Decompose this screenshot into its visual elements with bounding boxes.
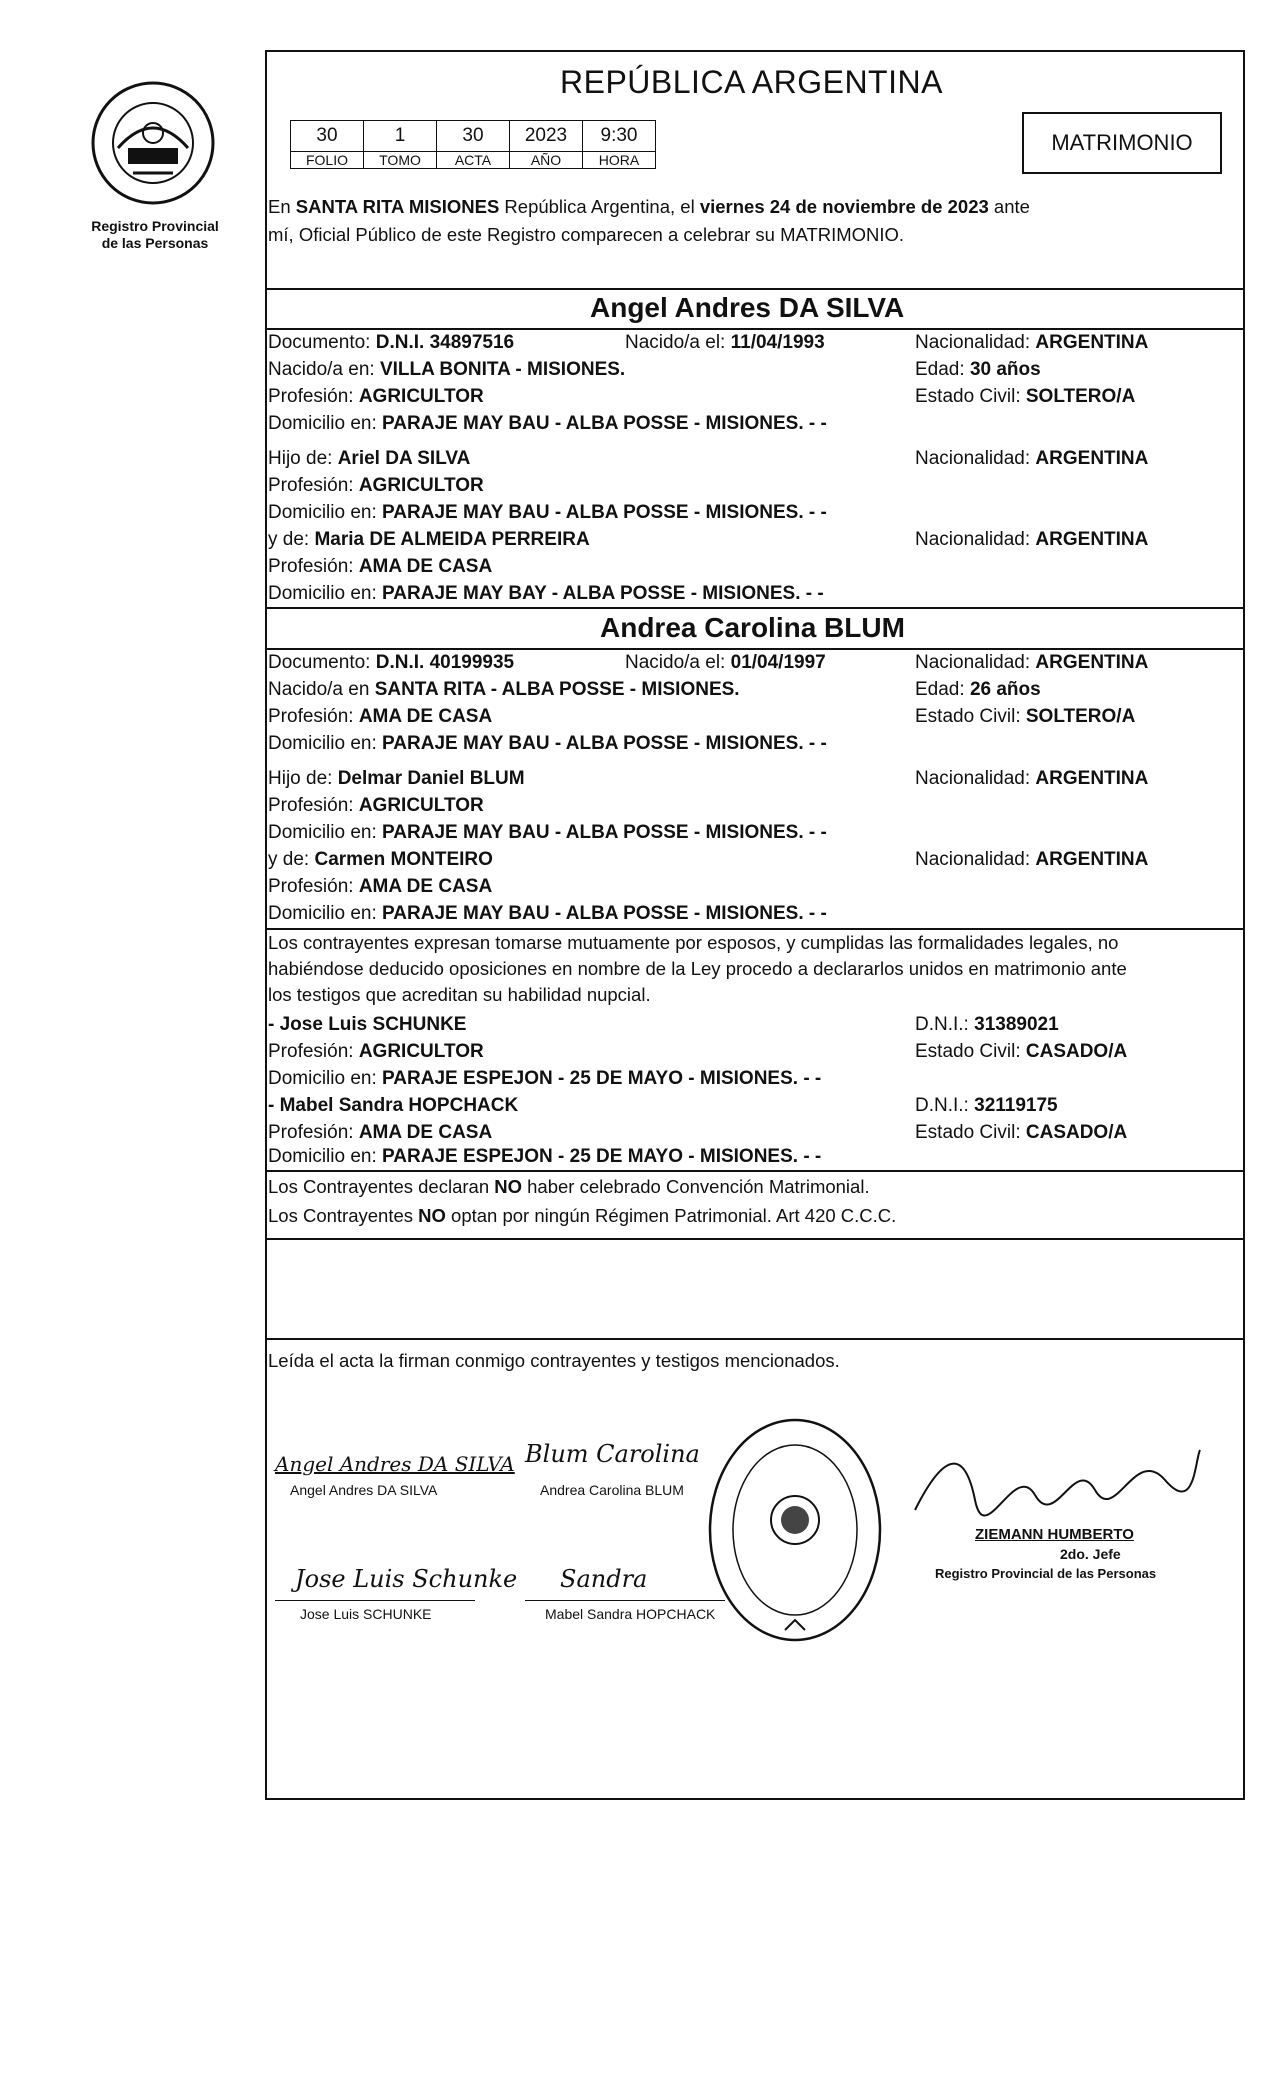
act-type-box: MATRIMONIO xyxy=(1022,112,1222,174)
divider xyxy=(265,288,1245,290)
signature-witness2-label: Mabel Sandra HOPCHACK xyxy=(545,1606,716,1622)
divider xyxy=(265,1338,1245,1340)
spouse2-name: Andrea Carolina BLUM xyxy=(600,612,905,643)
spouse1-father-prof: Profesión: AGRICULTOR xyxy=(268,475,484,496)
official-title: 2do. Jefe xyxy=(1060,1546,1121,1562)
conventions-line-1: Los Contrayentes declaran NO haber celebrado Convención Matrimonial. xyxy=(268,1176,870,1197)
official-org: Registro Provincial de las Personas xyxy=(935,1566,1157,1581)
witness1-name: - Jose Luis SCHUNKE xyxy=(268,1014,467,1035)
intro-line-2: mí, Oficial Público de este Registro comparecen a celebrar su MATRIMONIO. xyxy=(268,224,905,245)
logo-caption: Registro Provincial de las Personas xyxy=(91,218,219,251)
closing-statement: Leída el acta la firman conmigo contrayentes y testigos mencionados. xyxy=(268,1350,840,1371)
intro-line-1: En SANTA RITA MISIONES República Argentina, el viernes 24 de noviembre de 2023 ante xyxy=(268,196,1030,217)
spouse2-mother-nat: Nacionalidad: ARGENTINA xyxy=(915,849,1149,870)
acta-value: 30 xyxy=(437,121,510,152)
spouse2-father-prof: Profesión: AGRICULTOR xyxy=(268,795,484,816)
signature-spouse1: Angel Andres DA SILVA xyxy=(275,1452,515,1476)
spouse1-mother: y de: Maria DE ALMEIDA PERREIRA xyxy=(268,529,590,550)
signature-spouse1-label: Angel Andres DA SILVA xyxy=(290,1482,438,1498)
year-label: AÑO xyxy=(510,152,583,169)
spouse2-prof: Profesión: AMA DE CASA xyxy=(268,706,493,727)
signature-witness2: Sandra xyxy=(560,1565,648,1593)
witness2-dni: D.N.I.: 32119175 xyxy=(915,1095,1058,1116)
spouse1-dom: Domicilio en: PARAJE MAY BAU - ALBA POSSE - MISIONES. - - xyxy=(268,413,827,434)
witness2-civil: Estado Civil: CASADO/A xyxy=(915,1122,1128,1143)
spouse2-father-nat: Nacionalidad: ARGENTINA xyxy=(915,768,1149,789)
folio-label: FOLIO xyxy=(291,152,364,169)
hour-value: 9:30 xyxy=(583,121,656,152)
spouse1-father-dom: Domicilio en: PARAJE MAY BAU - ALBA POSSE - MISIONES. - - xyxy=(268,502,827,523)
tomo-value: 1 xyxy=(364,121,437,152)
witness2-dom: Domicilio en: PARAJE ESPEJON - 25 DE MAYO - MISIONES. - - xyxy=(268,1146,822,1167)
spouse1-birthplace: Nacido/a en: VILLA BONITA - MISIONES. xyxy=(268,359,626,380)
spouse1-age: Edad: 30 años xyxy=(915,359,1041,380)
witness2-prof: Profesión: AMA DE CASA xyxy=(268,1122,493,1143)
signature-line xyxy=(525,1600,725,1601)
witness1-dni: D.N.I.: 31389021 xyxy=(915,1014,1059,1035)
spouse2-doc: Documento: D.N.I. 40199935 xyxy=(268,652,515,673)
registry-stamp xyxy=(705,1415,885,1645)
spouse2-father: Hijo de: Delmar Daniel BLUM xyxy=(268,768,525,789)
acta-label: ACTA xyxy=(437,152,510,169)
witness1-prof: Profesión: AGRICULTOR xyxy=(268,1041,484,1062)
spouse1-mother-prof: Profesión: AMA DE CASA xyxy=(268,556,493,577)
divider xyxy=(265,1170,1245,1172)
witness1-dom: Domicilio en: PARAJE ESPEJON - 25 DE MAYO - MISIONES. - - xyxy=(268,1068,822,1089)
signature-witness1: Jose Luis Schunke xyxy=(295,1565,518,1593)
spouse1-prof: Profesión: AGRICULTOR xyxy=(268,386,484,407)
witness2-name: - Mabel Sandra HOPCHACK xyxy=(268,1095,519,1116)
signature-spouse2-label: Andrea Carolina BLUM xyxy=(540,1482,684,1498)
spouse1-mother-dom: Domicilio en: PARAJE MAY BAY - ALBA POSSE - MISIONES. - - xyxy=(268,583,824,604)
spouse1-name: Angel Andres DA SILVA xyxy=(590,292,905,323)
registry-table xyxy=(290,120,656,169)
spouse2-civil: Estado Civil: SOLTERO/A xyxy=(915,706,1136,727)
spouse2-born: Nacido/a el: 01/04/1997 xyxy=(625,652,826,673)
spouse1-father-nat: Nacionalidad: ARGENTINA xyxy=(915,448,1149,469)
spouse2-mother-prof: Profesión: AMA DE CASA xyxy=(268,876,493,897)
spouse1-mother-nat: Nacionalidad: ARGENTINA xyxy=(915,529,1149,550)
spouse1-father: Hijo de: Ariel DA SILVA xyxy=(268,448,471,469)
spouse2-dom: Domicilio en: PARAJE MAY BAU - ALBA POSSE - MISIONES. - - xyxy=(268,733,827,754)
tomo-label: TOMO xyxy=(364,152,437,169)
official-signature-scribble xyxy=(905,1440,1205,1520)
official-name: ZIEMANN HUMBERTO xyxy=(975,1526,1134,1543)
spouse2-age: Edad: 26 años xyxy=(915,679,1041,700)
spouse1-born: Nacido/a el: 11/04/1993 xyxy=(625,332,825,353)
declaration-line-1: Los contrayentes expresan tomarse mutuamente por esposos, y cumplidas las formalidades legales, no xyxy=(268,932,1119,953)
spouse2-mother-dom: Domicilio en: PARAJE MAY BAU - ALBA POSSE - MISIONES. - - xyxy=(268,903,827,924)
witness1-civil: Estado Civil: CASADO/A xyxy=(915,1041,1128,1062)
divider xyxy=(265,1238,1245,1240)
spouse2-father-dom: Domicilio en: PARAJE MAY BAU - ALBA POSSE - MISIONES. - - xyxy=(268,822,827,843)
year-value: 2023 xyxy=(510,121,583,152)
folio-value: 30 xyxy=(291,121,364,152)
signature-line xyxy=(275,1600,475,1601)
signature-witness1-label: Jose Luis SCHUNKE xyxy=(300,1606,432,1622)
divider xyxy=(265,607,1245,609)
spouse2-birthplace: Nacido/a en SANTA RITA - ALBA POSSE - MISIONES. xyxy=(268,679,740,700)
spouse2-mother: y de: Carmen MONTEIRO xyxy=(268,849,493,870)
declaration-line-2: habiéndose deducido oposiciones en nombre de la Ley procedo a declararlos unidos en matrimonio ante xyxy=(268,958,1127,979)
hour-label: HORA xyxy=(583,152,656,169)
provincial-seal-logo xyxy=(88,78,218,208)
spouse2-nat: Nacionalidad: ARGENTINA xyxy=(915,652,1149,673)
spouse1-nat: Nacionalidad: ARGENTINA xyxy=(915,332,1149,353)
conventions-line-2: Los Contrayentes NO optan por ningún Régimen Patrimonial. Art 420 C.C.C. xyxy=(268,1205,897,1226)
spouse1-doc: Documento: D.N.I. 34897516 xyxy=(268,332,515,353)
spouse1-civil: Estado Civil: SOLTERO/A xyxy=(915,386,1136,407)
signature-spouse2: Blum Carolina xyxy=(525,1440,700,1468)
country-title: REPÚBLICA ARGENTINA xyxy=(560,64,943,100)
declaration-line-3: los testigos que acreditan su habilidad nupcial. xyxy=(268,984,651,1005)
